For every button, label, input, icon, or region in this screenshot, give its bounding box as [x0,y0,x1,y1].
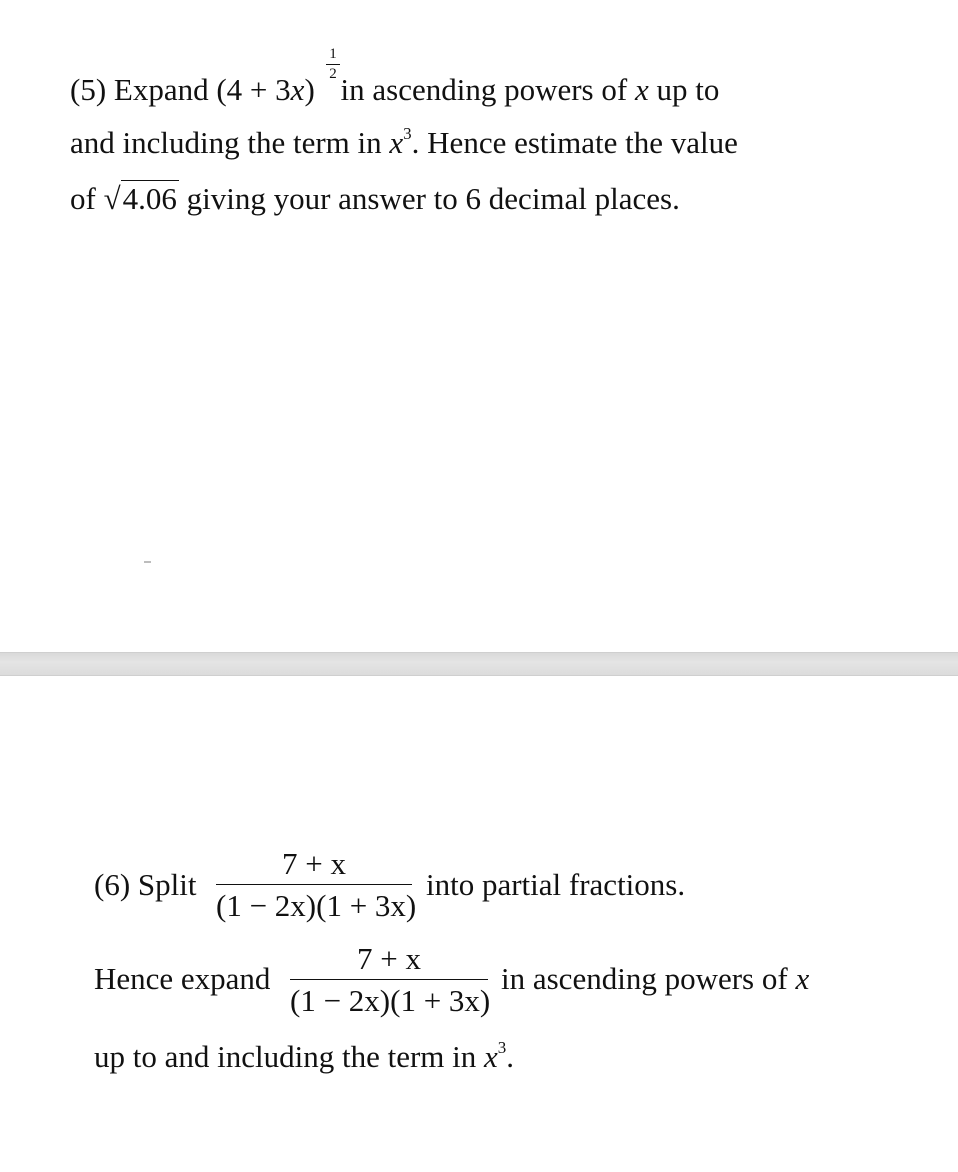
q5-line-2 [70,124,738,160]
q5-exponent-fraction [326,47,340,82]
q5-line-1 [70,74,719,105]
q6-fraction-1 [216,846,417,923]
q6-variable-x: x [795,961,810,996]
q6-label: (6) Split [94,867,197,902]
q5-text-ascending: in ascending powers of [340,72,628,107]
q6-period: . [506,1039,515,1074]
scan-speck [144,561,151,563]
page-separator [0,652,958,676]
q5-expand-text: Expand (4 + 3 [113,72,291,107]
q5-close-paren: ) [304,72,315,107]
q6-line-3 [94,1038,515,1074]
q5-exponent-denominator: 2 [329,66,337,82]
q5-exponent-numerator: 1 [329,46,337,62]
q6-text-hence-expand: Hence expand [94,961,271,996]
q5-label: (5) [70,72,107,107]
q5-variable-x: x [290,72,305,107]
q5-text-giving: giving your answer to 6 decimal places. [186,181,680,216]
q5-variable-x2: x [634,72,649,107]
q5-power-3: 3 [403,124,412,143]
q5-text-hence: . Hence estimate the value [411,125,738,160]
q6-fraction-1-numerator: 7 + x [282,846,346,881]
q6-text-ascending: in ascending powers of [501,961,788,996]
q6-variable-x3: x [484,1039,498,1074]
q6-line-2-tail [501,963,809,994]
q5-text-of: of [70,181,96,216]
q6-fraction-1-denominator: (1 − 2x)(1 + 3x) [216,888,417,923]
q6-fraction-2 [290,941,491,1018]
q5-exponent-bar [326,64,340,65]
q5-sqrt-value: 4.06 [122,181,177,216]
q6-text-partial: into partial fractions. [426,867,686,902]
q5-variable-x3: x [389,125,404,160]
q5-text-including: and including the term in [70,125,382,160]
q6-fraction-2-denominator: (1 − 2x)(1 + 3x) [290,983,491,1018]
q5-line-3 [70,183,680,214]
sqrt-icon: √ [103,181,121,216]
q5-text-up-to: up to [656,72,720,107]
q6-text-up-to: up to and including the term in [94,1039,477,1074]
q6-fraction-2-numerator: 7 + x [357,941,421,976]
q6-power-3: 3 [497,1038,507,1057]
